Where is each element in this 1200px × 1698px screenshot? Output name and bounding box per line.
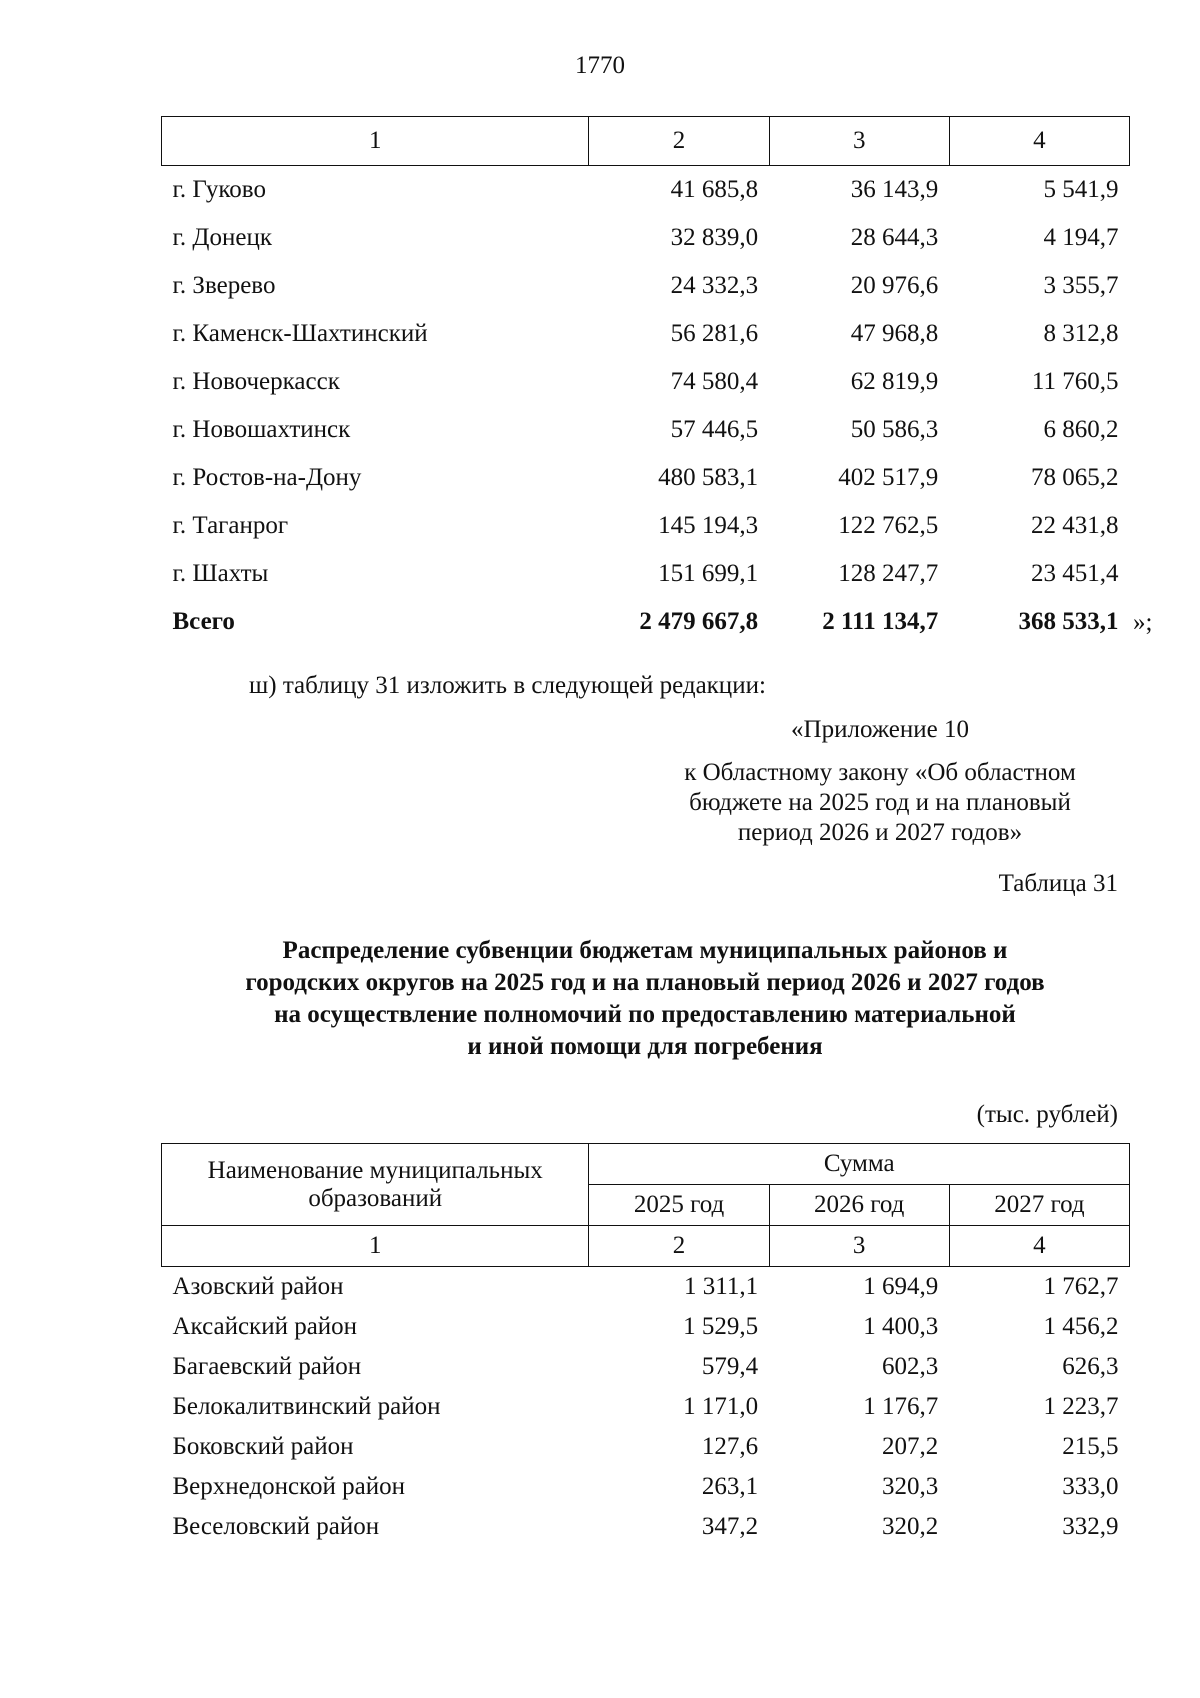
column-number-3: 3 <box>769 1226 949 1267</box>
row-value-col2: 480 583,1 <box>658 464 759 491</box>
row-value-col3: 62 819,9 <box>850 368 939 395</box>
table-subvention-distribution <box>161 1143 1130 1547</box>
table-row <box>162 214 1130 262</box>
units-label: (тыс. рублей) <box>976 1101 1118 1128</box>
row-value-col4: 78 065,2 <box>1031 464 1119 491</box>
appendix-subtitle-line: период 2026 и 2027 годов» <box>737 819 1023 846</box>
table-municipal-totals <box>161 116 1130 646</box>
caption-line: на осуществление полномочий по предоставлению материальной <box>274 1001 1016 1028</box>
row-value-col3: 50 586,3 <box>850 416 939 443</box>
row-value-col3: 28 644,3 <box>850 224 939 251</box>
row-value-col3: 36 143,9 <box>850 176 939 203</box>
row-value-col4: 5 541,9 <box>1043 176 1119 203</box>
header-name-line: образований <box>308 1184 443 1212</box>
row-value-col2: 74 580,4 <box>670 368 759 395</box>
row-name: Веселовский район <box>172 1513 380 1540</box>
header-year: 2026 год <box>769 1185 949 1226</box>
row-value-2027: 333,0 <box>1062 1473 1119 1500</box>
column-number-1: 1 <box>162 117 589 166</box>
row-value-2025: 1 311,1 <box>684 1273 759 1300</box>
row-value-2025: 1 529,5 <box>683 1313 759 1340</box>
row-value-2026: 320,2 <box>882 1513 939 1540</box>
caption-line: Распределение субвенции бюджетам муниципальных районов и <box>282 937 1008 964</box>
row-value-2026: 1 176,7 <box>863 1393 939 1420</box>
table-row <box>162 166 1130 215</box>
table-caption <box>150 935 1140 1063</box>
table-row <box>162 358 1130 406</box>
table-row <box>162 454 1130 502</box>
row-value-2025: 127,6 <box>701 1433 759 1460</box>
column-number-3: 3 <box>769 117 949 166</box>
closing-quote: »; <box>1133 609 1153 636</box>
table-header-row <box>162 1144 1130 1185</box>
table-row <box>162 262 1130 310</box>
row-value-col3: 128 247,7 <box>838 560 939 587</box>
row-value-2027: 1 762,7 <box>1043 1273 1119 1300</box>
appendix-subtitle <box>640 758 1120 848</box>
row-value-col2: 56 281,6 <box>670 320 759 347</box>
row-name: г. Каменск-Шахтинский <box>172 320 428 347</box>
row-value-2027: 332,9 <box>1062 1513 1119 1540</box>
row-value-col4: 6 860,2 <box>1043 416 1119 443</box>
caption-line: и иной помощи для погребения <box>467 1033 823 1060</box>
row-name: Азовский район <box>172 1273 344 1300</box>
appendix-title: «Приложение 10 <box>791 716 969 743</box>
row-value-2026: 207,2 <box>882 1433 939 1460</box>
row-name: Боковский район <box>172 1433 354 1460</box>
column-number-1: 1 <box>162 1226 589 1267</box>
row-value-2027: 626,3 <box>1062 1353 1119 1380</box>
row-value-2027: 1 456,2 <box>1043 1313 1119 1340</box>
row-value-2025: 263,1 <box>701 1473 759 1500</box>
table-row <box>162 1427 1130 1467</box>
column-number-2: 2 <box>589 117 769 166</box>
row-value-col2: 41 685,8 <box>670 176 759 203</box>
row-name: Верхнедонской район <box>172 1473 405 1500</box>
table-row <box>162 1467 1130 1507</box>
row-value-2027: 1 223,7 <box>1043 1393 1119 1420</box>
appendix-subtitle-line: к Областному закону «Об областном <box>684 759 1076 786</box>
row-value-col2: 24 332,3 <box>670 272 759 299</box>
row-value-col3: 20 976,6 <box>850 272 939 299</box>
total-value-col4: 368 533,1 <box>1018 608 1119 635</box>
row-value-2025: 1 171,0 <box>683 1393 759 1420</box>
total-value-col2: 2 479 667,8 <box>639 608 759 635</box>
row-value-col4: 8 312,8 <box>1043 320 1119 347</box>
row-name: г. Таганрог <box>172 512 289 539</box>
table-row <box>162 310 1130 358</box>
row-value-col3: 402 517,9 <box>838 464 939 491</box>
appendix-subtitle-line: бюджете на 2025 год и на плановый <box>689 789 1071 816</box>
table-row <box>162 1267 1130 1308</box>
row-value-2026: 602,3 <box>882 1353 939 1380</box>
row-value-2027: 215,5 <box>1062 1433 1119 1460</box>
table-row <box>162 1307 1130 1347</box>
row-value-2026: 1 400,3 <box>863 1313 939 1340</box>
table-column-numbers-row <box>162 1226 1130 1267</box>
row-name: г. Новочеркасск <box>172 368 340 395</box>
row-name: Белокалитвинский район <box>172 1393 441 1420</box>
header-municipality-name <box>162 1144 589 1226</box>
row-name: Аксайский район <box>172 1313 358 1340</box>
page-number: 1770 <box>575 52 625 79</box>
row-value-col3: 47 968,8 <box>850 320 939 347</box>
total-value-col3: 2 111 134,7 <box>822 608 939 635</box>
row-name: г. Шахты <box>172 560 269 587</box>
row-value-2025: 579,4 <box>701 1353 759 1380</box>
row-value-2026: 320,3 <box>882 1473 939 1500</box>
row-value-col4: 4 194,7 <box>1043 224 1119 251</box>
column-number-4: 4 <box>949 117 1129 166</box>
row-name: г. Новошахтинск <box>172 416 351 443</box>
row-name: Багаевский район <box>172 1353 362 1380</box>
table-row <box>162 1387 1130 1427</box>
table-number: Таблица 31 <box>998 870 1118 897</box>
row-value-col3: 122 762,5 <box>838 512 939 539</box>
column-number-4: 4 <box>949 1226 1129 1267</box>
row-value-2025: 347,2 <box>701 1513 759 1540</box>
row-name: г. Зверево <box>172 272 276 299</box>
table-row <box>162 1507 1130 1547</box>
row-value-col4: 22 431,8 <box>1031 512 1119 539</box>
header-name-line: Наименование муниципальных <box>207 1156 543 1184</box>
row-value-col4: 3 355,7 <box>1043 272 1119 299</box>
header-sum: Сумма <box>589 1144 1130 1185</box>
row-name: г. Гуково <box>172 176 266 203</box>
total-label: Всего <box>172 608 235 635</box>
table-header-row <box>162 117 1130 166</box>
column-number-2: 2 <box>589 1226 769 1267</box>
instruction-text: ш) таблицу 31 изложить в следующей редакции: <box>249 672 766 699</box>
table-row <box>162 1347 1130 1387</box>
caption-line: городских округов на 2025 год и на плановый период 2026 и 2027 годов <box>245 969 1045 996</box>
table-row <box>162 550 1130 598</box>
table-total-row <box>162 598 1130 646</box>
row-value-col4: 23 451,4 <box>1031 560 1119 587</box>
header-year: 2025 год <box>589 1185 769 1226</box>
row-value-col2: 57 446,5 <box>670 416 759 443</box>
row-value-col2: 145 194,3 <box>658 512 759 539</box>
row-value-2026: 1 694,9 <box>863 1273 939 1300</box>
header-year: 2027 год <box>949 1185 1129 1226</box>
row-name: г. Донецк <box>172 224 272 251</box>
row-name: г. Ростов-на-Дону <box>172 464 362 491</box>
table-row <box>162 502 1130 550</box>
row-value-col2: 151 699,1 <box>658 560 759 587</box>
table-row <box>162 406 1130 454</box>
row-value-col4: 11 760,5 <box>1031 368 1119 395</box>
row-value-col2: 32 839,0 <box>670 224 759 251</box>
